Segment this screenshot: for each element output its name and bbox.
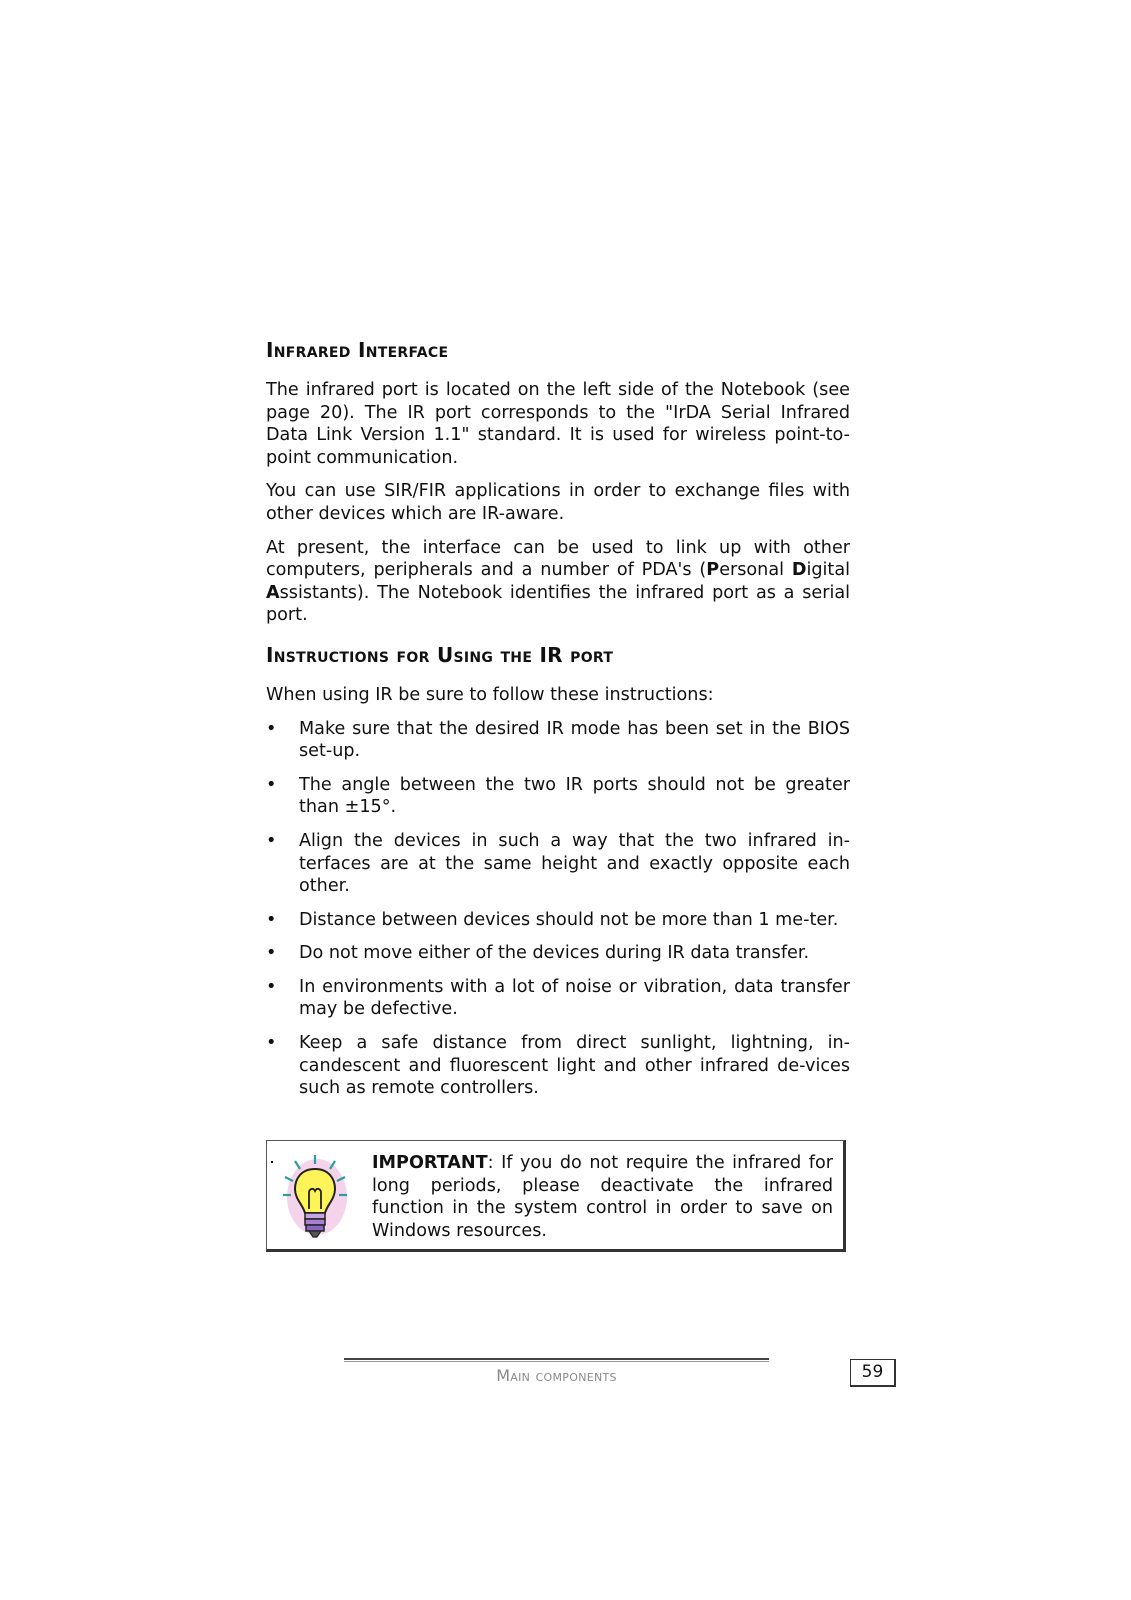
marker-dot [271,1161,273,1163]
lightbulb-icon [279,1151,351,1243]
list-item: • Keep a safe distance from direct sunlight, lightning, in-candescent and fluorescent light and other infrared de-vices such as remote controllers. [266,1032,850,1100]
section-heading-ir-instructions: Instructions for Using the IR port [266,642,614,667]
paragraph: When using IR be sure to follow these instructions: [266,684,714,705]
list-item: • Align the devices in such a way that the two infrared in-terfaces are at the same height and exactly opposite each other. [266,830,850,898]
paragraph: At present, the interface can be used to link up with other computers, peripherals and a number of PDA's (Personal Digital Assistants). The Notebook identifies the infrared port as a serial port. [266,537,850,626]
list-item: • In environments with a lot of noise or vibration, data transfer may be defective. [266,976,850,1021]
main-content [266,338,850,1111]
list-item: • The angle between the two IR ports should not be greater than ±15°. [266,774,850,819]
page-number: 59 [850,1359,896,1387]
paragraph: You can use SIR/FIR applications in order to exchange files with other devices which are IR-aware. [266,481,850,524]
section-heading-infrared-interface: Infrared Interface [266,338,449,362]
important-label: IMPORTANT [372,1153,488,1173]
list-item: • Do not move either of the devices during IR data transfer. [266,942,850,965]
important-note-text: IMPORTANT: If you do not require the infrared for long periods, please deactivate the infrared function in the system control in order to save on Windows resources. [372,1153,833,1241]
list-item: • Make sure that the desired IR mode has been set in the BIOS set-up. [266,718,850,763]
footer-divider [344,1358,769,1362]
footer-section-title: Main components [496,1366,617,1385]
important-note-box [266,1140,846,1252]
list-item: • Distance between devices should not be more than 1 me-ter. [266,909,850,932]
instruction-list [266,718,850,1100]
paragraph: The infrared port is located on the left side of the Notebook (see page 20). The IR port corresponds to the "IrDA Serial Infrared Data Link Version 1.1" standard. It is used for wireless point-to-point communication. [266,380,850,468]
